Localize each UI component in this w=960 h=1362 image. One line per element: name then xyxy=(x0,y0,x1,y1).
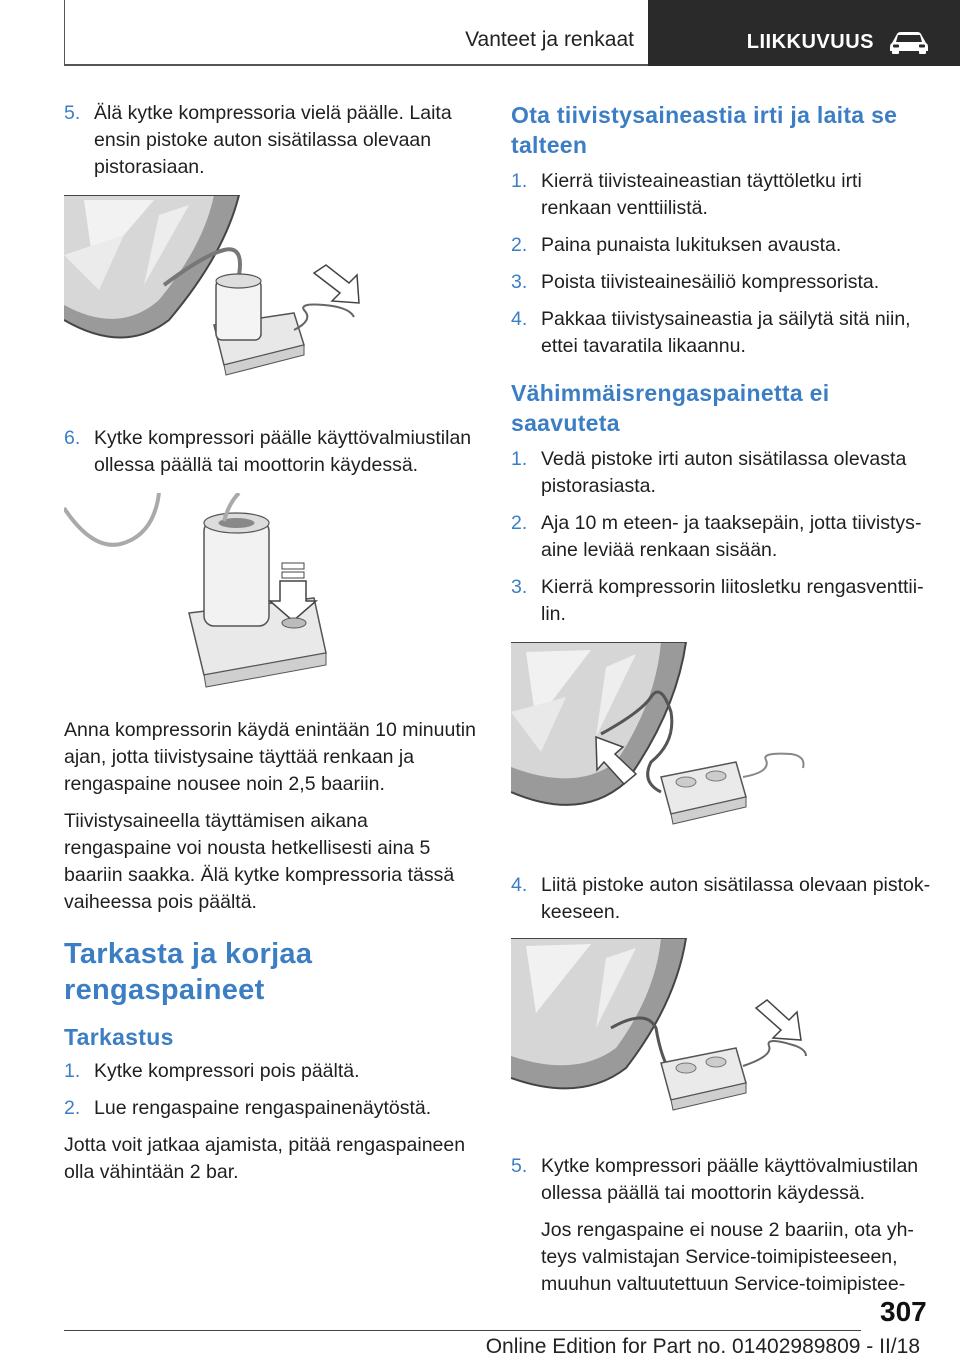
chapter-title: LIIKKUVUUS xyxy=(746,30,874,53)
header-underline xyxy=(64,64,648,66)
edition-footer: Online Edition for Part no. 01402989809 - II/18 xyxy=(485,1335,920,1358)
car-icon xyxy=(888,29,930,55)
step-number: 2. xyxy=(511,512,528,534)
step-text: Kierrä tiivisteaineastian täyttöletku irti renkaan venttiilistä. xyxy=(541,170,862,219)
heading-check-pressure: Tarkasta ja korjaa rengaspaineet xyxy=(64,938,313,1006)
step-number: 2. xyxy=(511,234,528,256)
step-text: Poista tiivisteainesäiliö kompressorista. xyxy=(541,271,880,293)
step-text: Pakkaa tiivistysaineastia ja säilytä sitä niin, ettei tavaratila likaannu. xyxy=(541,308,911,357)
page-header xyxy=(0,0,960,66)
step-text: Aja 10 m eteen- ja taaksepäin, jotta tiivistysaine leviää renkaan sisään. xyxy=(541,512,922,561)
paragraph-pressure-note: Tiivistysaineella täyttämisen aikana rengaspaine voi nousta hetkellisesti aina 5 baariin saakka. Älä kytke kompressoria tässä vaiheessa pois päältä. xyxy=(64,810,455,913)
min-step-1 xyxy=(511,446,931,500)
step-number: 4. xyxy=(511,874,528,896)
step-text: Jos rengaspaine ei nouse 2 baariin, ota yhteys valmistajan Service-toimipisteeseen, muuhun valtuutettuun Service-toimipistee- xyxy=(541,1219,914,1295)
check-step-1 xyxy=(64,1058,478,1085)
right-column xyxy=(511,100,931,1308)
check-step-2 xyxy=(64,1095,478,1122)
min-step-4 xyxy=(511,872,931,926)
step-number: 3. xyxy=(511,576,528,598)
step-text: Kytke kompressori päälle käyttövalmiustilan ollessa päällä tai moottorin käydessä. xyxy=(541,1155,919,1204)
illustration-plug-socket xyxy=(511,938,821,1113)
figure-wheel-compressor xyxy=(64,195,374,385)
illustration-wheel-compressor xyxy=(64,195,374,385)
heading-minimum-not-reached: Vähimmäisrengaspainetta ei saavuteta xyxy=(511,380,830,436)
heading-inspection: Tarkastus xyxy=(64,1024,174,1050)
figure-plug-socket xyxy=(511,938,821,1113)
step-number: 1. xyxy=(511,170,528,192)
figure-compressor-button xyxy=(64,493,364,693)
heading-remove-sealant: Ota tiivistysaineastia irti ja laita se talteen xyxy=(511,102,898,158)
step-text: Vedä pistoke irti auton sisätilassa olevasta pistorasiasta. xyxy=(541,448,907,497)
remove-step-1 xyxy=(511,168,931,222)
step-number: 5. xyxy=(64,102,81,124)
remove-step-2 xyxy=(511,232,931,259)
remove-step-4 xyxy=(511,306,931,360)
footer-divider xyxy=(64,1330,861,1331)
step-number: 5. xyxy=(511,1155,528,1177)
step-text: Älä kytke kompressoria vielä päälle. Laita ensin pistoke auton sisätilassa olevaan pistorasiaan. xyxy=(94,102,452,178)
step-text: Lue rengaspaine rengaspainenäytöstä. xyxy=(94,1097,432,1119)
illustration-hose-valve xyxy=(511,642,821,832)
min-step-5 xyxy=(511,1153,931,1207)
min-step-2 xyxy=(511,510,931,564)
step-text: Kytke kompressori pois päältä. xyxy=(94,1060,360,1082)
step-number: 3. xyxy=(511,271,528,293)
remove-step-3 xyxy=(511,269,931,296)
page-number: 307 xyxy=(880,1296,927,1327)
chapter-tab[interactable] xyxy=(648,0,960,66)
step-text: Kytke kompressori päälle käyttövalmiustilan ollessa päällä tai moottorin käydessä. xyxy=(94,427,472,476)
step-text: Paina punaista lukituksen avausta. xyxy=(541,234,842,256)
step-number: 6. xyxy=(64,427,81,449)
step-text: Kierrä kompressorin liitosletku rengasventtiilin. xyxy=(541,576,924,625)
paragraph-minimum-pressure: Jotta voit jatkaa ajamista, pitää rengaspaineen olla vähintään 2 bar. xyxy=(64,1134,466,1183)
step-number: 4. xyxy=(511,308,528,330)
left-column xyxy=(64,100,478,1196)
min-step-5-continuation xyxy=(511,1217,931,1298)
min-step-3 xyxy=(511,574,931,628)
header-divider xyxy=(64,0,65,66)
step-number: 2. xyxy=(64,1097,81,1119)
step-6-left xyxy=(64,425,478,479)
paragraph-run-time: Anna kompressorin käydä enintään 10 minuutin ajan, jotta tiivistysaine täyttää renkaan ja rengaspaine nousee noin 2,5 baariin. xyxy=(64,719,476,795)
step-number: 1. xyxy=(511,448,528,470)
figure-hose-valve xyxy=(511,642,821,832)
section-title: Vanteet ja renkaat xyxy=(465,28,634,51)
step-text: Liitä pistoke auton sisätilassa olevaan pistokkeeseen. xyxy=(541,874,931,923)
step-5-left xyxy=(64,100,478,181)
step-number: 1. xyxy=(64,1060,81,1082)
illustration-compressor-button xyxy=(64,493,364,693)
